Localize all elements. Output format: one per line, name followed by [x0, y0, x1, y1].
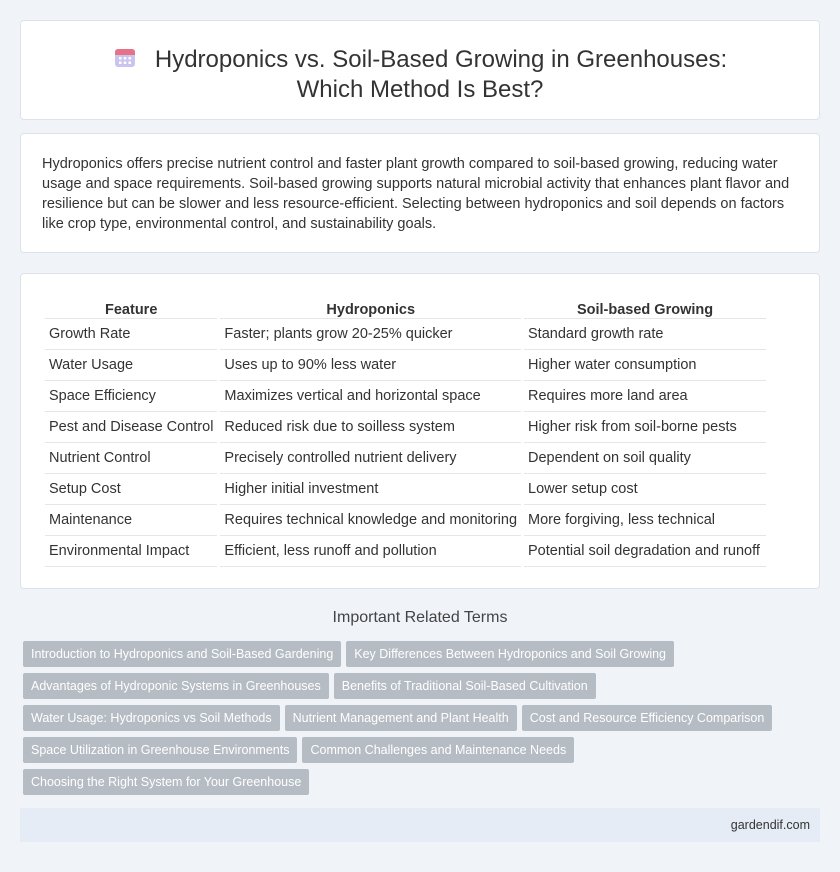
- table-row: [45, 350, 766, 381]
- related-term-link[interactable]: Common Challenges and Maintenance Needs: [302, 737, 574, 763]
- related-term-link[interactable]: Key Differences Between Hydroponics and Soil Growing: [346, 641, 674, 667]
- table-cell: Requires more land area: [524, 381, 766, 412]
- related-term-link[interactable]: Advantages of Hydroponic Systems in Greenhouses: [23, 673, 329, 699]
- related-term-link[interactable]: Choosing the Right System for Your Greenhouse: [23, 769, 309, 795]
- related-terms-title: Important Related Terms: [332, 609, 508, 626]
- table-cell: Environmental Impact: [45, 536, 217, 567]
- comparison-card: [20, 273, 820, 589]
- related-terms-list: [23, 641, 803, 801]
- table-row: [45, 381, 766, 412]
- table-header-row: [45, 296, 766, 319]
- table-cell: Maintenance: [45, 505, 217, 536]
- table-row: [45, 412, 766, 443]
- related-term-link[interactable]: Benefits of Traditional Soil-Based Cultivation: [334, 673, 596, 699]
- intro-card: [20, 133, 820, 253]
- table-row: [45, 505, 766, 536]
- table-row: [45, 319, 766, 350]
- table-cell: Dependent on soil quality: [524, 443, 766, 474]
- calendar-icon: [113, 45, 137, 69]
- comparison-table: [42, 296, 769, 567]
- tag-row: [23, 769, 803, 801]
- footer: [20, 808, 820, 842]
- table-cell: Growth Rate: [45, 319, 217, 350]
- table-cell: Lower setup cost: [524, 474, 766, 505]
- table-cell: Higher water consumption: [524, 350, 766, 381]
- related-term-link[interactable]: Cost and Resource Efficiency Comparison: [522, 705, 773, 731]
- table-cell: Higher initial investment: [220, 474, 521, 505]
- table-cell: Pest and Disease Control: [45, 412, 217, 443]
- table-cell: Higher risk from soil-borne pests: [524, 412, 766, 443]
- header-hydroponics: Hydroponics: [220, 296, 521, 319]
- tag-row: [23, 705, 803, 737]
- related-term-link[interactable]: Water Usage: Hydroponics vs Soil Methods: [23, 705, 280, 731]
- intro-paragraph: Hydroponics offers precise nutrient control and faster plant growth compared to soil-based growing, reducing water usage and space requirements. Soil-based growing supports natural microbial activity that enhances plant flavor and resilience but can be slower and less resource-efficient. Selecting between hydroponics and soil depends on factors like crop type, environmental control, and sustainability goals.: [42, 156, 790, 232]
- table-cell: Requires technical knowledge and monitoring: [220, 505, 521, 536]
- footer-site-link[interactable]: gardendif.com: [730, 818, 810, 832]
- table-cell: Efficient, less runoff and pollution: [220, 536, 521, 567]
- table-cell: Water Usage: [45, 350, 217, 381]
- table-cell: More forgiving, less technical: [524, 505, 766, 536]
- table-cell: Uses up to 90% less water: [220, 350, 521, 381]
- table-cell: Reduced risk due to soilless system: [220, 412, 521, 443]
- table-cell: Potential soil degradation and runoff: [524, 536, 766, 567]
- header-feature: Feature: [45, 296, 217, 319]
- table-row: [45, 536, 766, 567]
- tag-row: [23, 737, 803, 769]
- table-row: [45, 474, 766, 505]
- page-title-wrap: [21, 45, 819, 105]
- table-cell: Space Efficiency: [45, 381, 217, 412]
- tag-row: [23, 673, 803, 705]
- table-cell: Nutrient Control: [45, 443, 217, 474]
- related-term-link[interactable]: Introduction to Hydroponics and Soil-Based Gardening: [23, 641, 341, 667]
- related-term-link[interactable]: Nutrient Management and Plant Health: [285, 705, 517, 731]
- table-row: [45, 443, 766, 474]
- header-soil: Soil-based Growing: [524, 296, 766, 319]
- page-title: Hydroponics vs. Soil-Based Growing in Greenhouses: Which Method Is Best?: [154, 46, 728, 103]
- table-cell: Setup Cost: [45, 474, 217, 505]
- table-cell: Precisely controlled nutrient delivery: [220, 443, 521, 474]
- tag-row: [23, 641, 803, 673]
- table-cell: Standard growth rate: [524, 319, 766, 350]
- table-cell: Faster; plants grow 20-25% quicker: [220, 319, 521, 350]
- table-cell: Maximizes vertical and horizontal space: [220, 381, 521, 412]
- related-term-link[interactable]: Space Utilization in Greenhouse Environments: [23, 737, 297, 763]
- title-card: [20, 20, 820, 120]
